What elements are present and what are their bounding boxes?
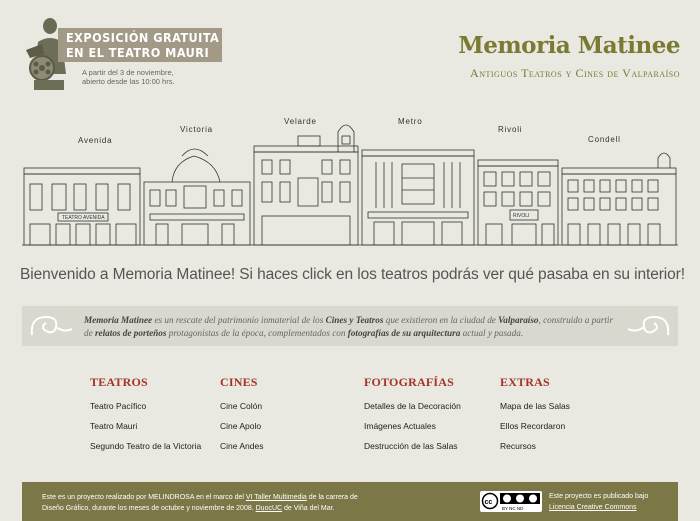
menu-link[interactable]: Cine Andes <box>220 441 264 451</box>
menu-link[interactable]: Mapa de las Salas <box>500 401 570 411</box>
footer-credits: Este es un proyecto realizado por MELINDROSA en el marco del VI Taller Multimedia de la carrera de Diseño Gráfico, durante los meses de octubre y noviembre de 2008. DuocUC de Viña del Mar. <box>42 494 358 512</box>
exhibition-banner[interactable] <box>22 14 222 90</box>
label-metro[interactable]: Metro <box>398 117 423 126</box>
label-avenida[interactable]: Avenida <box>78 136 113 145</box>
menu-heading: EXTRAS <box>500 375 550 389</box>
label-condell[interactable]: Condell <box>588 135 621 144</box>
project-description: Memoria Matinee es un rescate del patrimonio inmaterial de los Cines y Teatros que existieron en la ciudad de Valparaíso, construido a partir de relatos de porteños protagonistas de la época, complementados con fotografías de su arquitectura actual y pasada. <box>84 315 614 338</box>
label-victoria[interactable]: Victoria <box>180 125 213 134</box>
menu-link[interactable]: Cine Colón <box>220 401 263 411</box>
menu-cines <box>220 375 263 462</box>
left-flourish-icon <box>28 311 74 341</box>
menu-link[interactable]: Teatro Mauri <box>90 421 138 431</box>
menu-teatros <box>90 375 201 462</box>
description-band <box>22 306 678 346</box>
menu-heading: TEATROS <box>90 375 148 389</box>
footer <box>22 482 678 521</box>
menu-heading: CINES <box>220 375 258 389</box>
building-condell[interactable] <box>562 153 676 245</box>
menu-link[interactable]: Detalles de la Decoración <box>364 401 461 411</box>
menu-extras <box>500 375 570 462</box>
welcome-message: Bienvenido a Memoria Matinee! Si haces click en los teatros podrás ver qué pasaba en su interior! <box>20 266 685 283</box>
duocuc-link[interactable]: DuocUC <box>255 505 283 512</box>
menu-link[interactable]: Imágenes Actuales <box>364 421 436 431</box>
menu-link[interactable]: Ellos Recordaron <box>500 421 566 431</box>
svg-text:BY NC ND: BY NC ND <box>502 506 524 511</box>
banner-line-2: EN EL TEATRO MAURI <box>66 45 210 60</box>
svg-text:cc: cc <box>484 499 493 506</box>
rivoli-sign: RIVOLI <box>513 213 530 219</box>
building-velarde[interactable] <box>254 125 358 245</box>
building-avenida[interactable] <box>24 168 140 245</box>
building-rivoli[interactable] <box>478 160 558 245</box>
theatres-streetscape <box>22 112 678 252</box>
building-metro[interactable] <box>362 150 474 245</box>
menu-link[interactable]: Segundo Teatro de la Victoria <box>90 441 202 451</box>
menu-link[interactable]: Recursos <box>500 441 536 451</box>
banner-line-1: EXPOSICIÓN GRATUITA <box>66 30 220 45</box>
avenida-sign: TEATRO AVENIDA <box>62 215 105 221</box>
banner-note: A partir del 3 de noviembre, abierto desde las 10:00 hrs. <box>82 68 175 86</box>
label-rivoli[interactable]: Rivoli <box>498 125 523 134</box>
site-logo[interactable]: Memoria Matinee <box>458 32 680 59</box>
license-link[interactable]: Licencia Creative Commons <box>549 504 637 511</box>
menu-fotografias <box>364 375 461 462</box>
taller-link[interactable]: VI Taller Multimedia <box>245 494 307 501</box>
site-tagline: Antiguos Teatros y Cines de Valparaíso <box>470 66 680 80</box>
menu-link[interactable]: Teatro Pacífico <box>90 401 147 411</box>
menu-heading: FOTOGRAFÍAS <box>364 375 454 389</box>
menu-link[interactable]: Destrucción de las Salas <box>364 441 458 451</box>
label-velarde[interactable]: Velarde <box>284 117 317 126</box>
license-info: Este proyecto es publicado bajo Licencia Creative Commons <box>549 493 649 511</box>
right-flourish-icon <box>626 311 672 341</box>
menu-link[interactable]: Cine Apolo <box>220 421 262 431</box>
building-victoria[interactable] <box>144 149 250 245</box>
creative-commons-badge-icon[interactable] <box>480 491 542 512</box>
